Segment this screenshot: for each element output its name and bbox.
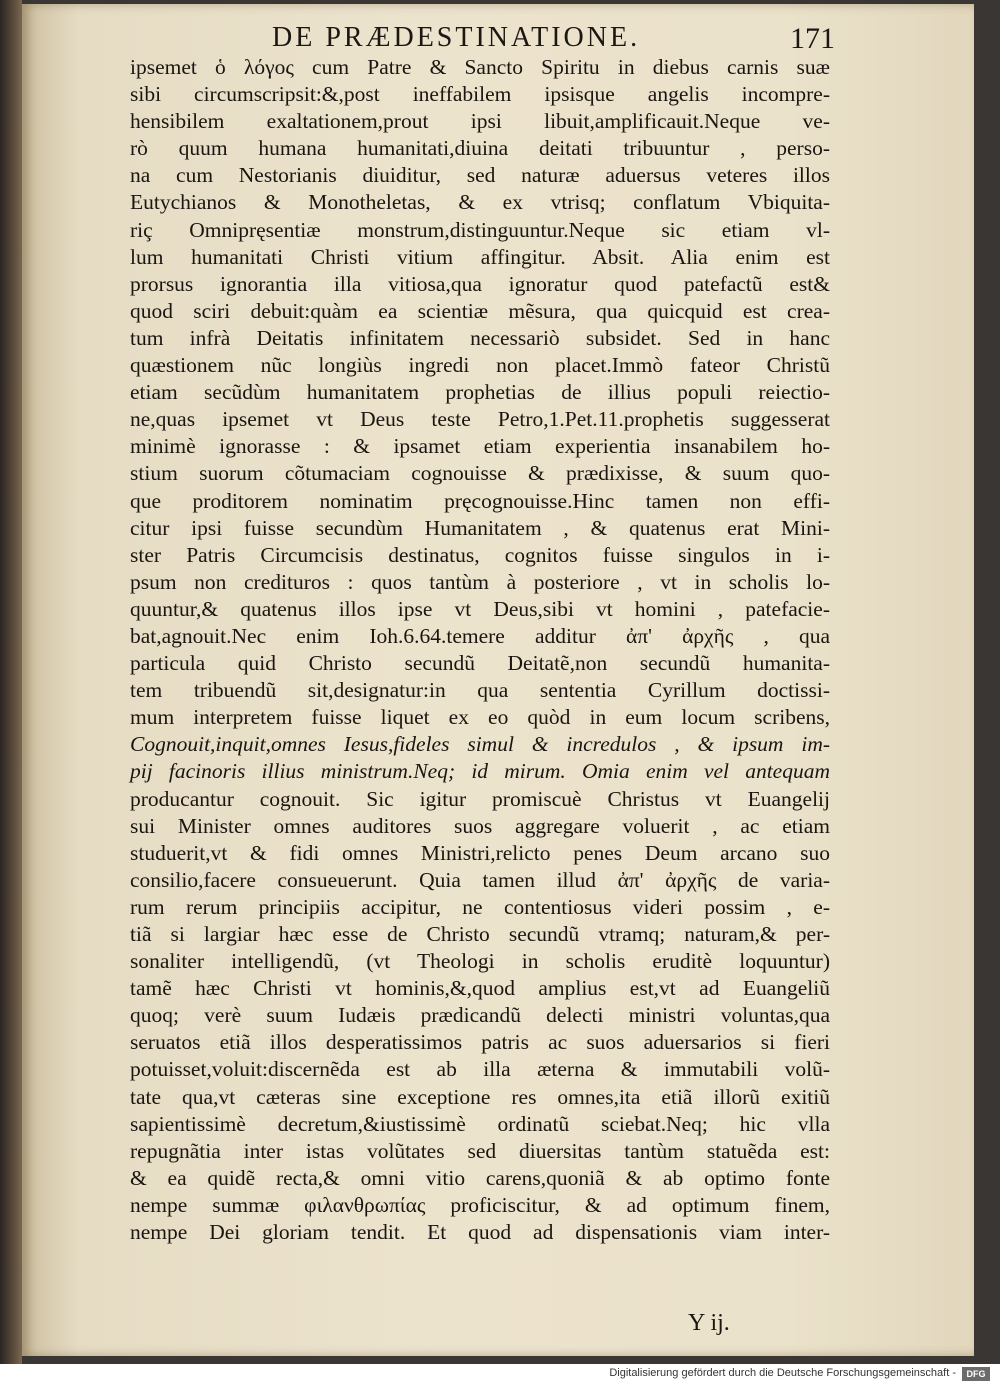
text-line: hensibilem exaltationem,prout ipsi libuit,amplificauit.Neque ve- xyxy=(130,109,830,134)
text-line: ne,quas ipsemet vt Deus teste Petro,1.Pet.11.prophetis suggesserat xyxy=(130,407,830,432)
text-line: tum infrà Deitatis infinitatem necessariò subsidet. Sed in hanc xyxy=(130,325,830,350)
text-line: citur ipsi fuisse secundùm Humanitatem , & quatenus erat Mini- xyxy=(130,515,830,540)
text-line: stium suorum cõtumaciam cognouisse & prædixisse, & suum quo- xyxy=(130,461,830,486)
text-line: tate qua,vt cæteras sine exceptione res omnes,ita etiã illorũ exitiũ xyxy=(130,1084,830,1109)
quotation-line: pij facinoris illius ministrum.Neq; id mirum. Omia enim vel antequam xyxy=(130,759,830,784)
signature-mark: Y ij. xyxy=(688,1310,730,1336)
text-line: studuerit,vt & fidi omnes Ministri,relicto penes Deum arcano suo xyxy=(130,840,830,865)
text-line: sibi circumscripsit:&,post ineffabilem ipsisque angelis incompre- xyxy=(130,82,830,107)
text-line: quæstionem nũc longiùs ingredi non placet.Immò fateor Christũ xyxy=(130,353,830,378)
text-line: mum interpretem fuisse liquet ex eo quòd in eum locum scribens, xyxy=(130,705,830,730)
text-line: ipsemet ὁ λόγος cum Patre & Sancto Spiritu in diebus carnis suæ xyxy=(130,55,830,79)
text-line: sonaliter intelligendũ, (vt Theologi in scholis eruditè loquuntur) xyxy=(130,949,830,974)
text-line: etiam secũdùm humanitatem prophetias de illius populi reiectio- xyxy=(130,380,830,405)
text-line: nempe summæ φιλανθρωπίας proficiscitur, & ad optimum finem, xyxy=(130,1192,830,1217)
text-line: particula quid Christo secundũ Deitatẽ,non secundũ humanita- xyxy=(130,651,830,676)
text-line: seruatos etiã illos desperatissimos patris ac suos aduersarios si fieri xyxy=(130,1030,830,1055)
text-line: rum rerum principiis accipitur, ne contentiosus videri possim , e- xyxy=(130,894,830,919)
text-line: rò quum humana humanitati,diuina deitati tribuuntur , perso- xyxy=(130,136,830,161)
quotation-line: Cognouit,inquit,omnes Iesus,fideles simul & incredulos , & ipsum im- xyxy=(130,732,830,757)
text-line: ster Patris Circumcisis destinatus, cognitos fuisse singulos in i- xyxy=(130,542,830,567)
text-line: bat,agnouit.Nec enim Ioh.6.64.temere additur ἀπ' ἀρχῆς , qua xyxy=(130,623,830,648)
text-line: quoq; verè suum Iudæis prædicandũ delecti ministri voluntas,qua xyxy=(130,1003,830,1028)
text-line: riç Omnipręsentiæ monstrum,distinguuntur.Neque sic etiam vl- xyxy=(130,217,830,242)
text-line: na cum Nestorianis diuiditur, sed naturæ aduersus veteres illos xyxy=(130,163,830,188)
text-line: psum non credituros : quos tantùm à posteriore , vt in scholis lo- xyxy=(130,569,830,594)
text-line: tem tribuendũ sit,designatur:in qua sententia Cyrillum doctissi- xyxy=(130,678,830,703)
text-line: producantur cognouit. Sic igitur promiscuè Christus vt Euangelij xyxy=(130,786,830,811)
dfg-logo-icon: DFG xyxy=(962,1367,990,1381)
text-line: tamẽ hæc Christi vt hominis,&,quod amplius est,vt ad Euangeliũ xyxy=(130,976,830,1001)
book-page xyxy=(22,4,974,1356)
text-line: sapientissimè decretum,&iustissimè ordinatũ sciebat.Neq; hic vlla xyxy=(130,1111,830,1136)
book-binding xyxy=(0,0,22,1364)
funding-credit: Digitalisierung gefördert durch die Deutsche Forschungsgemeinschaft - xyxy=(609,1367,956,1379)
running-head: DE PRÆDESTINATIONE. xyxy=(272,22,641,53)
text-line: sui Minister omnes auditores suos aggregare voluerit , ac etiam xyxy=(130,813,830,838)
text-line: tiã si largiar hæc esse de Christo secundũ vtramq; naturam,& per- xyxy=(130,922,830,946)
text-line: nempe Dei gloriam tendit. Et quod ad dispensationis viam inter- xyxy=(130,1220,830,1245)
text-line: quuntur,& quatenus illos ipse vt Deus,sibi vt homini , patefacie- xyxy=(130,596,830,621)
text-line: lum humanitati Christi vitium affingitur. Absit. Alia enim est xyxy=(130,244,830,269)
text-line: quod sciri debuit:quàm ea scientiæ mẽsura, qua quicquid est crea- xyxy=(130,298,830,323)
body-text xyxy=(130,54,830,1246)
text-line: potuisset,voluit:discernẽda est ab illa æterna & immutabili volũ- xyxy=(130,1057,830,1082)
text-line: minimè ignorasse : & ipsamet etiam experientia insanabilem ho- xyxy=(130,434,830,459)
text-line: & ea quidẽ recta,& omni vitio carens,quoniã & ab optimo fonte xyxy=(130,1165,830,1190)
digitization-footer xyxy=(0,1364,1000,1384)
text-line: consilio,facere consueuerunt. Quia tamen illud ἀπ' ἀρχῆς de varia- xyxy=(130,867,830,892)
text-line: prorsus ignorantia illa vitiosa,qua ignoratur quod patefactũ est& xyxy=(130,271,830,296)
text-line: repugnãtia inter istas volũtates sed diuersitas tantùm statuẽda est: xyxy=(130,1138,830,1163)
page-number: 171 xyxy=(790,22,835,55)
text-line: que proditorem nominatim pręcognouisse.Hinc tamen non effi- xyxy=(130,488,830,513)
text-line: Eutychianos & Monotheletas, & ex vtrisq; conflatum Vbiquita- xyxy=(130,190,830,215)
